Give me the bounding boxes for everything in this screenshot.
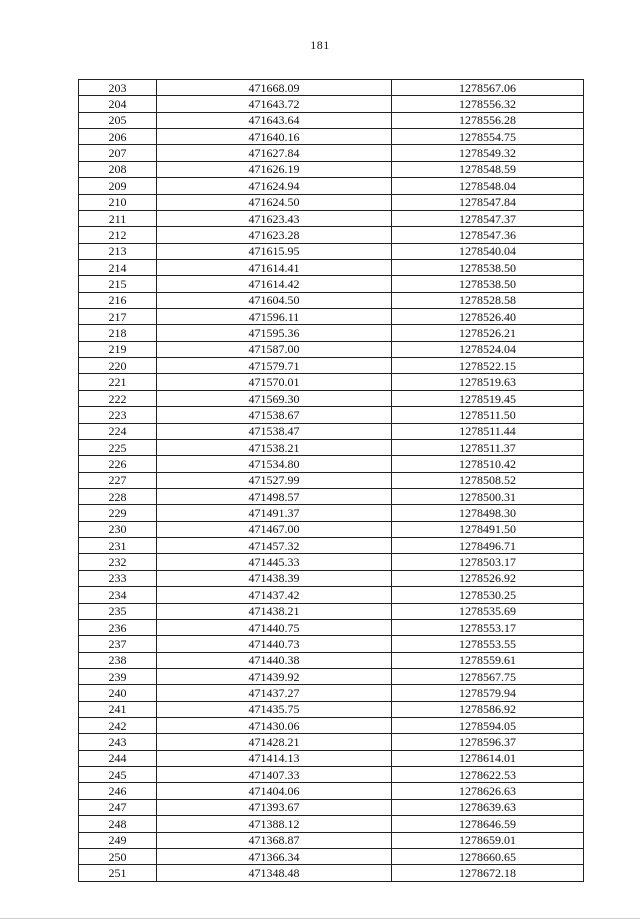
x-coordinate-cell: 471668.09: [157, 80, 392, 96]
y-coordinate-cell: 1278559.61: [392, 652, 584, 668]
y-coordinate-cell: 1278519.63: [392, 374, 584, 390]
x-coordinate-cell: 471440.75: [157, 619, 392, 635]
y-coordinate-cell: 1278549.32: [392, 145, 584, 161]
table-row: [79, 505, 584, 521]
y-coordinate-cell: 1278526.21: [392, 325, 584, 341]
x-coordinate-cell: 471624.94: [157, 178, 392, 194]
coordinates-table-body: [79, 80, 584, 882]
y-coordinate-cell: 1278660.65: [392, 848, 584, 864]
point-number-cell: 216: [79, 292, 157, 308]
point-number-cell: 224: [79, 423, 157, 439]
x-coordinate-cell: 471538.47: [157, 423, 392, 439]
point-number-cell: 236: [79, 619, 157, 635]
x-coordinate-cell: 471437.27: [157, 685, 392, 701]
y-coordinate-cell: 1278639.63: [392, 799, 584, 815]
page-bottom-divider: [0, 918, 640, 919]
x-coordinate-cell: 471614.41: [157, 259, 392, 275]
x-coordinate-cell: 471627.84: [157, 145, 392, 161]
point-number-cell: 241: [79, 701, 157, 717]
table-row: [79, 178, 584, 194]
table-row: [79, 472, 584, 488]
x-coordinate-cell: 471615.95: [157, 243, 392, 259]
table-row: [79, 358, 584, 374]
point-number-cell: 245: [79, 767, 157, 783]
table-row: [79, 129, 584, 145]
table-row: [79, 309, 584, 325]
x-coordinate-cell: 471595.36: [157, 325, 392, 341]
y-coordinate-cell: 1278526.92: [392, 570, 584, 586]
y-coordinate-cell: 1278528.58: [392, 292, 584, 308]
point-number-cell: 222: [79, 390, 157, 406]
table-row: [79, 701, 584, 717]
y-coordinate-cell: 1278556.32: [392, 96, 584, 112]
x-coordinate-cell: 471626.19: [157, 161, 392, 177]
x-coordinate-cell: 471614.42: [157, 276, 392, 292]
x-coordinate-cell: 471538.21: [157, 439, 392, 455]
x-coordinate-cell: 471438.21: [157, 603, 392, 619]
table-row: [79, 668, 584, 684]
x-coordinate-cell: 471624.50: [157, 194, 392, 210]
y-coordinate-cell: 1278556.28: [392, 112, 584, 128]
table-row: [79, 210, 584, 226]
table-row: [79, 865, 584, 881]
x-coordinate-cell: 471437.42: [157, 587, 392, 603]
y-coordinate-cell: 1278554.75: [392, 129, 584, 145]
x-coordinate-cell: 471596.11: [157, 309, 392, 325]
y-coordinate-cell: 1278503.17: [392, 554, 584, 570]
point-number-cell: 219: [79, 341, 157, 357]
table-row: [79, 521, 584, 537]
y-coordinate-cell: 1278511.50: [392, 407, 584, 423]
point-number-cell: 226: [79, 456, 157, 472]
table-row: [79, 374, 584, 390]
y-coordinate-cell: 1278538.50: [392, 276, 584, 292]
table-row: [79, 685, 584, 701]
point-number-cell: 242: [79, 718, 157, 734]
x-coordinate-cell: 471440.38: [157, 652, 392, 668]
point-number-cell: 240: [79, 685, 157, 701]
page-number: 181: [310, 38, 330, 52]
point-number-cell: 203: [79, 80, 157, 96]
x-coordinate-cell: 471393.67: [157, 799, 392, 815]
table-row: [79, 227, 584, 243]
point-number-cell: 247: [79, 799, 157, 815]
table-row: [79, 816, 584, 832]
x-coordinate-cell: 471414.13: [157, 750, 392, 766]
point-number-cell: 230: [79, 521, 157, 537]
x-coordinate-cell: 471438.39: [157, 570, 392, 586]
point-number-cell: 233: [79, 570, 157, 586]
coordinates-table: [78, 79, 584, 882]
table-row: [79, 750, 584, 766]
point-number-cell: 227: [79, 472, 157, 488]
x-coordinate-cell: 471368.87: [157, 832, 392, 848]
table-row: [79, 783, 584, 799]
table-row: [79, 194, 584, 210]
x-coordinate-cell: 471579.71: [157, 358, 392, 374]
point-number-cell: 243: [79, 734, 157, 750]
table-row: [79, 538, 584, 554]
point-number-cell: 244: [79, 750, 157, 766]
point-number-cell: 209: [79, 178, 157, 194]
y-coordinate-cell: 1278496.71: [392, 538, 584, 554]
point-number-cell: 223: [79, 407, 157, 423]
y-coordinate-cell: 1278553.55: [392, 636, 584, 652]
point-number-cell: 217: [79, 309, 157, 325]
x-coordinate-cell: 471366.34: [157, 848, 392, 864]
table-row: [79, 734, 584, 750]
point-number-cell: 237: [79, 636, 157, 652]
point-number-cell: 235: [79, 603, 157, 619]
y-coordinate-cell: 1278567.06: [392, 80, 584, 96]
point-number-cell: 208: [79, 161, 157, 177]
x-coordinate-cell: 471640.16: [157, 129, 392, 145]
x-coordinate-cell: 471643.72: [157, 96, 392, 112]
table-row: [79, 341, 584, 357]
y-coordinate-cell: 1278538.50: [392, 259, 584, 275]
point-number-cell: 234: [79, 587, 157, 603]
x-coordinate-cell: 471570.01: [157, 374, 392, 390]
x-coordinate-cell: 471348.48: [157, 865, 392, 881]
x-coordinate-cell: 471457.32: [157, 538, 392, 554]
table-row: [79, 96, 584, 112]
point-number-cell: 248: [79, 816, 157, 832]
y-coordinate-cell: 1278498.30: [392, 505, 584, 521]
table-row: [79, 718, 584, 734]
point-number-cell: 228: [79, 488, 157, 504]
table-row: [79, 603, 584, 619]
y-coordinate-cell: 1278672.18: [392, 865, 584, 881]
y-coordinate-cell: 1278547.84: [392, 194, 584, 210]
x-coordinate-cell: 471623.28: [157, 227, 392, 243]
table-row: [79, 587, 584, 603]
table-row: [79, 407, 584, 423]
y-coordinate-cell: 1278519.45: [392, 390, 584, 406]
table-row: [79, 276, 584, 292]
table-row: [79, 80, 584, 96]
x-coordinate-cell: 471569.30: [157, 390, 392, 406]
point-number-cell: 215: [79, 276, 157, 292]
x-coordinate-cell: 471435.75: [157, 701, 392, 717]
y-coordinate-cell: 1278622.53: [392, 767, 584, 783]
point-number-cell: 213: [79, 243, 157, 259]
point-number-cell: 204: [79, 96, 157, 112]
x-coordinate-cell: 471643.64: [157, 112, 392, 128]
x-coordinate-cell: 471527.99: [157, 472, 392, 488]
x-coordinate-cell: 471604.50: [157, 292, 392, 308]
y-coordinate-cell: 1278659.01: [392, 832, 584, 848]
x-coordinate-cell: 471428.21: [157, 734, 392, 750]
x-coordinate-cell: 471407.33: [157, 767, 392, 783]
y-coordinate-cell: 1278491.50: [392, 521, 584, 537]
table-row: [79, 570, 584, 586]
x-coordinate-cell: 471623.43: [157, 210, 392, 226]
y-coordinate-cell: 1278511.37: [392, 439, 584, 455]
x-coordinate-cell: 471538.67: [157, 407, 392, 423]
table-row: [79, 832, 584, 848]
table-row: [79, 652, 584, 668]
table-row: [79, 292, 584, 308]
point-number-cell: 211: [79, 210, 157, 226]
y-coordinate-cell: 1278500.31: [392, 488, 584, 504]
y-coordinate-cell: 1278510.42: [392, 456, 584, 472]
y-coordinate-cell: 1278511.44: [392, 423, 584, 439]
table-row: [79, 456, 584, 472]
y-coordinate-cell: 1278626.63: [392, 783, 584, 799]
table-row: [79, 439, 584, 455]
x-coordinate-cell: 471534.80: [157, 456, 392, 472]
point-number-cell: 220: [79, 358, 157, 374]
point-number-cell: 206: [79, 129, 157, 145]
y-coordinate-cell: 1278547.37: [392, 210, 584, 226]
table-row: [79, 161, 584, 177]
table-row: [79, 259, 584, 275]
table-row: [79, 848, 584, 864]
y-coordinate-cell: 1278524.04: [392, 341, 584, 357]
x-coordinate-cell: 471491.37: [157, 505, 392, 521]
point-number-cell: 218: [79, 325, 157, 341]
x-coordinate-cell: 471430.06: [157, 718, 392, 734]
point-number-cell: 205: [79, 112, 157, 128]
y-coordinate-cell: 1278646.59: [392, 816, 584, 832]
table-row: [79, 325, 584, 341]
y-coordinate-cell: 1278535.69: [392, 603, 584, 619]
y-coordinate-cell: 1278548.04: [392, 178, 584, 194]
table-row: [79, 799, 584, 815]
point-number-cell: 207: [79, 145, 157, 161]
point-number-cell: 238: [79, 652, 157, 668]
x-coordinate-cell: 471439.92: [157, 668, 392, 684]
point-number-cell: 232: [79, 554, 157, 570]
x-coordinate-cell: 471445.33: [157, 554, 392, 570]
y-coordinate-cell: 1278553.17: [392, 619, 584, 635]
y-coordinate-cell: 1278508.52: [392, 472, 584, 488]
table-row: [79, 488, 584, 504]
x-coordinate-cell: 471498.57: [157, 488, 392, 504]
table-row: [79, 390, 584, 406]
point-number-cell: 221: [79, 374, 157, 390]
x-coordinate-cell: 471467.00: [157, 521, 392, 537]
y-coordinate-cell: 1278522.15: [392, 358, 584, 374]
table-row: [79, 636, 584, 652]
point-number-cell: 225: [79, 439, 157, 455]
table-row: [79, 112, 584, 128]
y-coordinate-cell: 1278548.59: [392, 161, 584, 177]
x-coordinate-cell: 471440.73: [157, 636, 392, 652]
point-number-cell: 212: [79, 227, 157, 243]
table-row: [79, 423, 584, 439]
y-coordinate-cell: 1278586.92: [392, 701, 584, 717]
point-number-cell: 239: [79, 668, 157, 684]
point-number-cell: 210: [79, 194, 157, 210]
table-row: [79, 145, 584, 161]
x-coordinate-cell: 471587.00: [157, 341, 392, 357]
point-number-cell: 231: [79, 538, 157, 554]
table-row: [79, 554, 584, 570]
y-coordinate-cell: 1278540.04: [392, 243, 584, 259]
y-coordinate-cell: 1278596.37: [392, 734, 584, 750]
y-coordinate-cell: 1278594.05: [392, 718, 584, 734]
table-row: [79, 767, 584, 783]
point-number-cell: 229: [79, 505, 157, 521]
y-coordinate-cell: 1278530.25: [392, 587, 584, 603]
y-coordinate-cell: 1278567.75: [392, 668, 584, 684]
y-coordinate-cell: 1278579.94: [392, 685, 584, 701]
y-coordinate-cell: 1278547.36: [392, 227, 584, 243]
point-number-cell: 251: [79, 865, 157, 881]
x-coordinate-cell: 471388.12: [157, 816, 392, 832]
point-number-cell: 249: [79, 832, 157, 848]
point-number-cell: 246: [79, 783, 157, 799]
y-coordinate-cell: 1278614.01: [392, 750, 584, 766]
point-number-cell: 214: [79, 259, 157, 275]
x-coordinate-cell: 471404.06: [157, 783, 392, 799]
point-number-cell: 250: [79, 848, 157, 864]
table-row: [79, 243, 584, 259]
y-coordinate-cell: 1278526.40: [392, 309, 584, 325]
table-row: [79, 619, 584, 635]
